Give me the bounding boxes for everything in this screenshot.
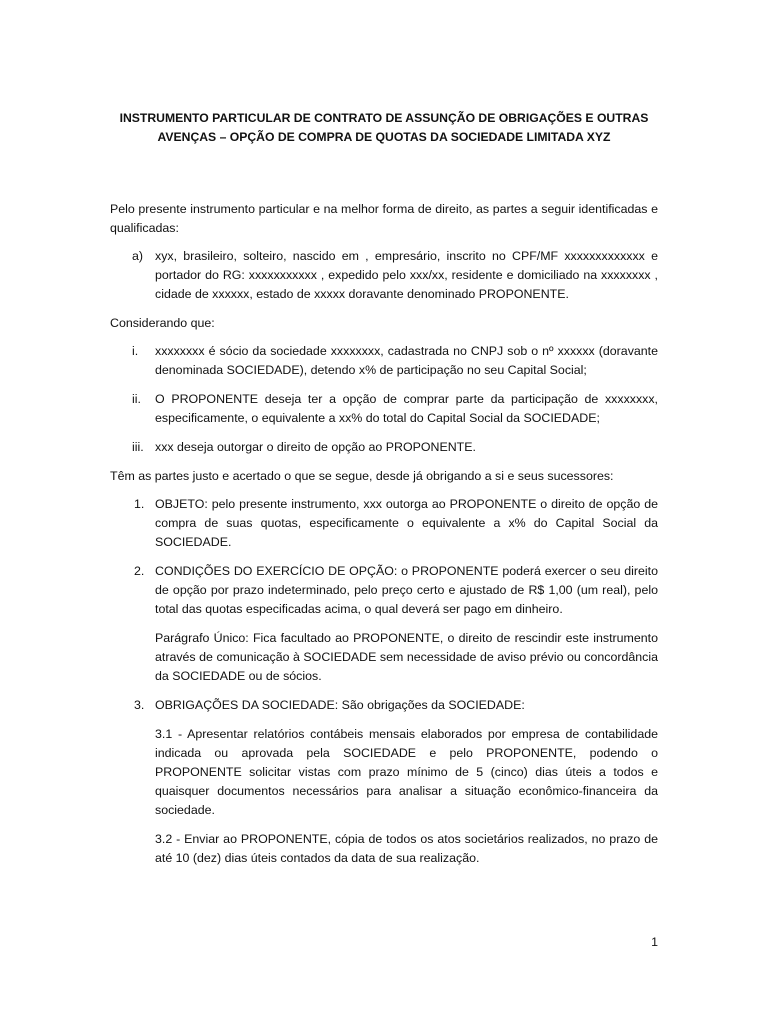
considering-label: Considerando que: (110, 316, 215, 330)
list-marker: i. (132, 344, 139, 358)
intro-paragraph: Pelo presente instrumento particular e na melhor forma de direito, as partes a seguir identificadas e qualificadas: (110, 202, 658, 235)
party-text: xyx, brasileiro, solteiro, nascido em , empresário, inscrito no CPF/MF xxxxxxxxxxxxx e portador do RG: xxxxxxxxxxx , expedido pelo xxx/xx, residente e domiciliado na xxxxxxxx , cidade de xxxxxx, estado de xxxxx doravante denominado PROPONENTE. (155, 249, 658, 301)
considerations-list (110, 342, 658, 457)
clause-subparagraph: 3.1 - Apresentar relatórios contábeis mensais elaborados por empresa de contabilidade indicada ou aprovada pela SOCIEDADE e pelo PROPONENTE, podendo o PROPONENTE solicitar vistas com prazo mínimo de 5 (cinco) dias úteis a todos e quaisquer documentos necessários para analisar a situação econômico-financeira da sociedade. (155, 727, 658, 817)
clauses-list (110, 495, 658, 868)
consideration-text: O PROPONENTE deseja ter a opção de comprar parte da participação de xxxxxxxx, especificamente, o equivalente a xx% do total do Capital Social da SOCIEDADE; (155, 392, 658, 425)
list-item (110, 390, 658, 428)
list-item (110, 342, 658, 380)
clause-text: OBRIGAÇÕES DA SOCIEDADE: São obrigações da SOCIEDADE: (155, 698, 525, 712)
document-page (110, 109, 658, 878)
list-marker: iii. (132, 440, 144, 454)
clause-item (110, 495, 658, 552)
agreement-paragraph: Têm as partes justo e acertado o que se segue, desde já obrigando a si e seus sucessores: (110, 469, 614, 483)
clause-subparagraph: 3.2 - Enviar ao PROPONENTE, cópia de todos os atos societários realizados, no prazo de até 10 (dez) dias úteis contados da data de sua realização. (155, 832, 658, 865)
clause-text: CONDIÇÕES DO EXERCÍCIO DE OPÇÃO: o PROPONENTE poderá exercer o seu direito de opção por prazo indeterminado, pelo preço certo e ajustado de R$ 1,00 (um real), pelo total das quotas especificadas acima, o qual deverá ser pago em dinheiro. (155, 564, 658, 616)
clause-item (110, 562, 658, 686)
clause-subparagraph: Parágrafo Único: Fica facultado ao PROPONENTE, o direito de rescindir este instrumento através de comunicação à SOCIEDADE sem necessidade de aviso prévio ou concordância da SOCIEDADE ou de sócios. (155, 631, 658, 683)
clause-marker: 1. (134, 497, 145, 511)
list-item (110, 438, 658, 457)
consideration-text: xxxxxxxx é sócio da sociedade xxxxxxxx, cadastrada no CNPJ sob o nº xxxxxx (doravante denominada SOCIEDADE), detendo x% de participação no seu Capital Social; (155, 344, 658, 377)
clause-marker: 3. (134, 698, 145, 712)
list-marker: ii. (132, 392, 141, 406)
clause-marker: 2. (134, 564, 145, 578)
consideration-text: xxx deseja outorgar o direito de opção ao PROPONENTE. (155, 440, 476, 454)
document-title: INSTRUMENTO PARTICULAR DE CONTRATO DE ASSUNÇÃO DE OBRIGAÇÕES E OUTRAS AVENÇAS – OPÇÃO DE COMPRA DE QUOTAS DA SOCIEDADE LIMITADA XYZ (119, 111, 649, 144)
parties-list (110, 247, 658, 304)
clause-text: OBJETO: pelo presente instrumento, xxx outorga ao PROPONENTE o direito de opção de compra de suas quotas, especificamente o equivalente a x% do Capital Social da SOCIEDADE. (155, 497, 658, 549)
list-marker: a) (132, 249, 144, 263)
clause-item (110, 696, 658, 868)
list-item (110, 247, 658, 304)
page-number: 1 (651, 935, 658, 949)
